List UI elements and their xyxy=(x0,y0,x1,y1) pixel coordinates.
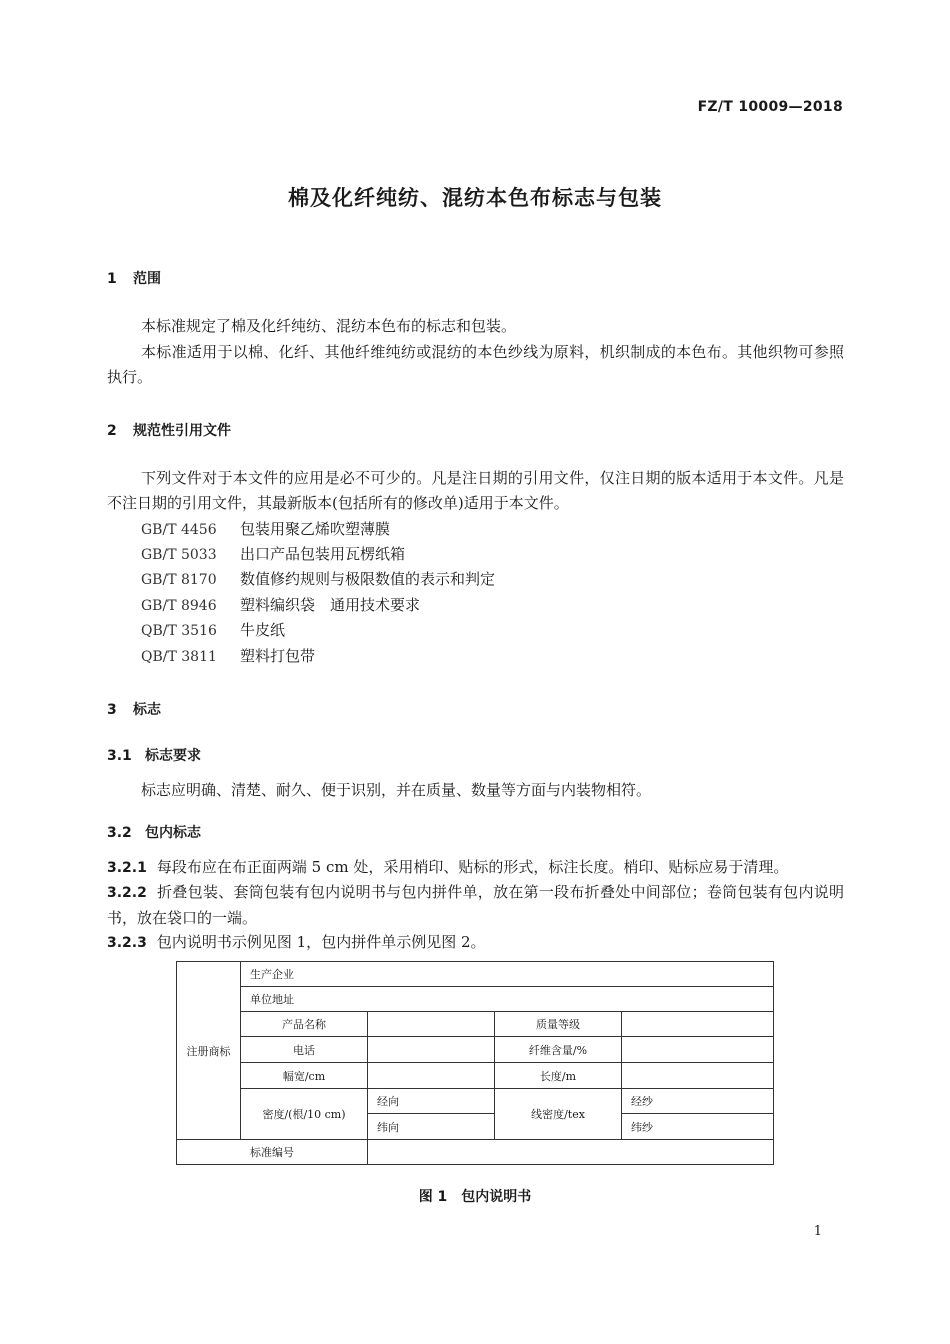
clause-3-2-2 xyxy=(107,880,844,931)
standard-code-label: 标准编号 xyxy=(176,1139,368,1165)
reference-code: GB/T 5033 xyxy=(141,547,217,563)
reference-code: GB/T 4456 xyxy=(141,522,217,538)
section-3-2-heading xyxy=(107,822,201,842)
product-name-label: 产品名称 xyxy=(240,1011,368,1037)
reference-code: QB/T 3516 xyxy=(141,623,217,639)
warp-label: 经向 xyxy=(367,1088,495,1114)
section-number: 1 xyxy=(107,271,117,287)
section-number: 3.2 xyxy=(107,825,132,841)
paragraph: 本标准规定了棉及化纤纯纺、混纺本色布的标志和包装。 xyxy=(141,317,517,335)
reference-item xyxy=(141,543,405,564)
section-title: 标志 xyxy=(133,702,161,718)
section-title: 标志要求 xyxy=(145,748,201,764)
section-title: 规范性引用文件 xyxy=(133,423,231,439)
clause-3-2-1 xyxy=(107,855,844,881)
paragraph: 标志应明确、清楚、耐久、便于识别，并在质量、数量等方面与内装物相符。 xyxy=(141,781,652,799)
phone-label: 电话 xyxy=(240,1036,368,1063)
clause-text: 每段布应在布正面两端 5 cm 处，采用梢印、贴标的形式，标注长度。梢印、贴标应易于清理。 xyxy=(156,858,789,876)
length-label: 长度/m xyxy=(494,1062,622,1089)
section-number: 2 xyxy=(107,423,117,439)
figure-caption: 图 1 包内说明书 xyxy=(418,1189,532,1205)
section-number: 3 xyxy=(107,702,117,718)
manufacturer-cell: 生产企业 xyxy=(240,961,774,987)
linear-density-label: 线密度/tex xyxy=(494,1088,622,1140)
weft-label: 纬向 xyxy=(367,1113,495,1140)
fiber-content-value xyxy=(621,1036,774,1063)
standard-number: FZ/T 10009—2018 xyxy=(697,99,843,115)
section-2-heading xyxy=(107,420,231,440)
clause-number: 3.2.1 xyxy=(107,860,147,876)
width-value xyxy=(367,1062,495,1089)
length-value xyxy=(621,1062,774,1089)
density-label: 密度/(根/10 cm) xyxy=(240,1088,368,1140)
quality-grade-value xyxy=(621,1011,774,1037)
clause-number: 3.2.2 xyxy=(107,885,147,901)
quality-grade-label: 质量等级 xyxy=(494,1011,622,1037)
paragraph: 本标准适用于以棉、化纤、其他纤维纯纺或混纺的本色纱线为原料，机织制成的本色布。其他织物可参照执行。 xyxy=(107,343,844,386)
reference-title: 包装用聚乙烯吹塑薄膜 xyxy=(240,520,391,538)
clause-text: 包内说明书示例见图 1，包内拼件单示例见图 2。 xyxy=(156,933,486,951)
clause-number: 3.2.3 xyxy=(107,935,147,951)
warp-yarn-label: 经纱 xyxy=(621,1088,774,1114)
section-3-1-heading xyxy=(107,745,201,765)
trademark-cell: 注册商标 xyxy=(176,961,241,1140)
section-title: 包内标志 xyxy=(145,825,201,841)
section-number: 3.1 xyxy=(107,748,132,764)
page-number: 1 xyxy=(813,1224,822,1239)
weft-yarn-label: 纬纱 xyxy=(621,1113,774,1140)
reference-title: 牛皮纸 xyxy=(240,621,286,639)
section-title: 范围 xyxy=(133,271,161,287)
paragraph: 下列文件对于本文件的应用是必不可少的。凡是注日期的引用文件，仅注日期的版本适用于本文件。凡是不注日期的引用文件，其最新版本(包括所有的修改单)适用于本文件。 xyxy=(107,469,844,512)
product-name-value xyxy=(367,1011,495,1037)
reference-title: 塑料编织袋 通用技术要求 xyxy=(240,596,421,614)
reference-code: GB/T 8946 xyxy=(141,598,217,614)
width-label: 幅宽/cm xyxy=(240,1062,368,1089)
section-3-heading xyxy=(107,699,161,719)
reference-code: QB/T 3811 xyxy=(141,649,217,665)
reference-item xyxy=(141,518,390,539)
package-label-form xyxy=(176,961,774,1165)
reference-item xyxy=(141,568,495,589)
document-title: 棉及化纤纯纺、混纺本色布标志与包装 xyxy=(288,186,662,210)
phone-value xyxy=(367,1036,495,1063)
clause-3-2-3 xyxy=(107,930,844,956)
reference-title: 数值修约规则与极限数值的表示和判定 xyxy=(240,570,496,588)
clause-text: 折叠包装、套筒包装有包内说明书与包内拼件单，放在第一段布折叠处中间部位；卷筒包装有包内说明书，放在袋口的一端。 xyxy=(107,883,844,927)
reference-code: GB/T 8170 xyxy=(141,572,217,588)
reference-title: 塑料打包带 xyxy=(240,647,316,665)
reference-item xyxy=(141,619,285,640)
section-1-heading xyxy=(107,268,161,288)
address-cell: 单位地址 xyxy=(240,986,774,1012)
reference-item xyxy=(141,645,315,666)
reference-item xyxy=(141,594,420,615)
fiber-content-label: 纤维含量/% xyxy=(494,1036,622,1063)
reference-title: 出口产品包装用瓦楞纸箱 xyxy=(240,545,406,563)
standard-code-value xyxy=(367,1139,774,1165)
